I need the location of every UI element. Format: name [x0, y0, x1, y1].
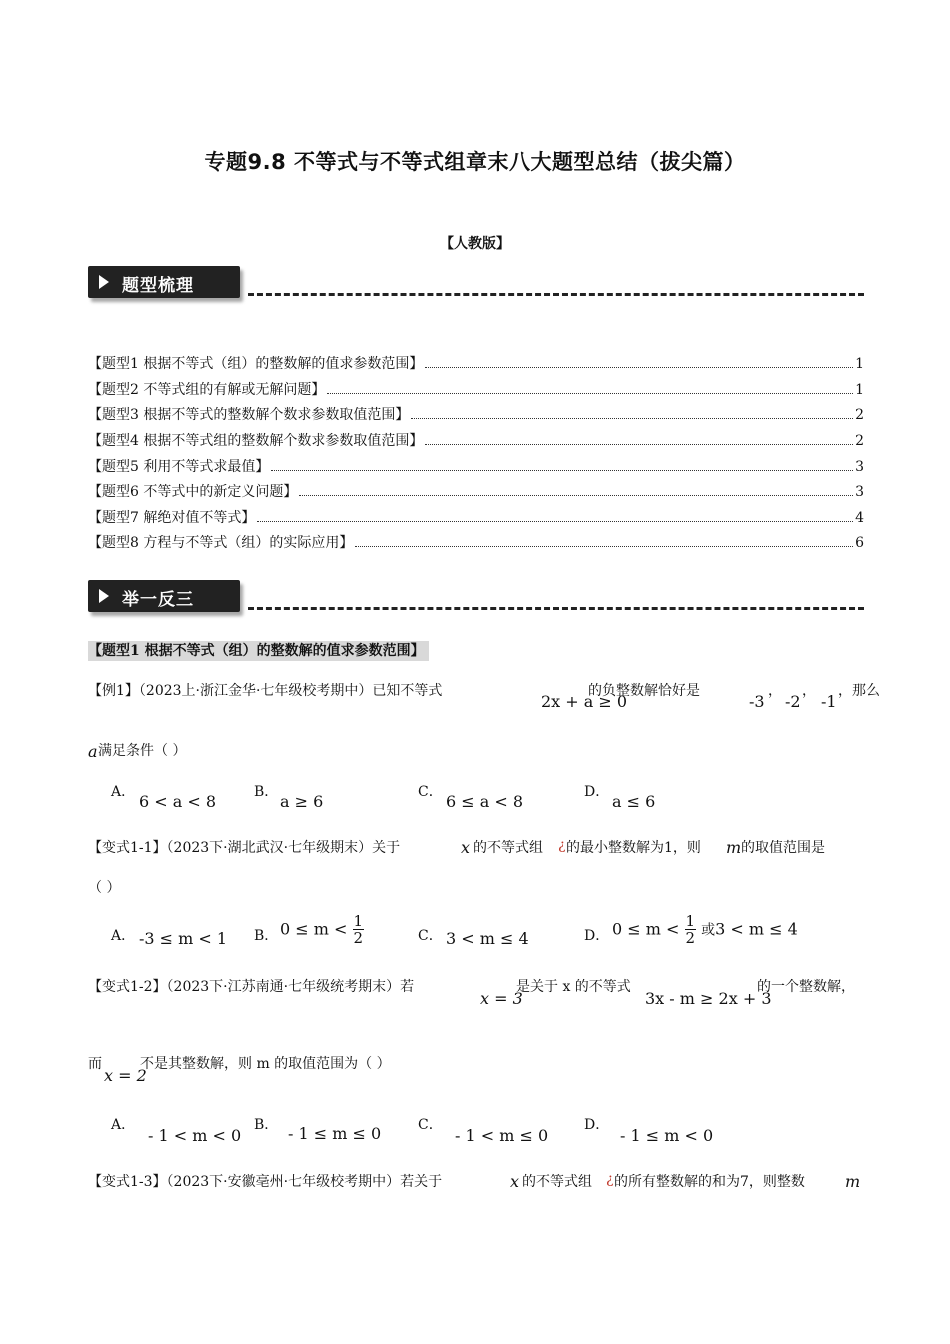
variant11-glyph: ¿: [558, 837, 566, 853]
variant12-lead: 【变式1-2】（2023下·江苏南通·七年级统考期末）若: [88, 979, 415, 995]
variant12-line2-pre: 而: [88, 1056, 102, 1072]
variant13-lead: 【变式1-3】（2023下·安徽亳州·七年级校考期中）若关于: [88, 1174, 443, 1190]
variant11-tail: 的取值范围是: [741, 840, 825, 856]
example1-tail: ，那么: [838, 683, 880, 699]
toc-item-label: 【题型5 利用不等式求最值】: [88, 459, 270, 475]
toc-page-number: 3: [855, 459, 864, 475]
toc-item-label: 【题型3 根据不等式的整数解个数求参数取值范围】: [88, 407, 410, 423]
example1-question: 满足条件（ ）: [98, 743, 187, 759]
fraction-denominator: 2: [353, 929, 364, 947]
edition-label: 【人教版】: [440, 236, 510, 252]
option-math[interactable]: a ≤ 6: [612, 792, 656, 811]
option-label[interactable]: C．: [418, 928, 443, 944]
toc-leader: [411, 406, 853, 419]
option-label[interactable]: C．: [418, 1117, 443, 1133]
option-label[interactable]: B．: [254, 784, 279, 800]
toc-leader: [257, 509, 853, 522]
option-math-text: 0 ≤ m <: [280, 919, 348, 939]
toc-item-label: 【题型7 解绝对值不等式】: [88, 510, 256, 526]
section-heading: 【题型1 根据不等式（组）的整数解的值求参数范围】: [88, 641, 429, 661]
toc-page-number: 4: [855, 510, 864, 526]
toc-leader: [299, 483, 853, 496]
toc-item[interactable]: [88, 532, 864, 552]
option-label[interactable]: A．: [111, 1117, 136, 1133]
example1-lead: 【例1】（2023上·浙江金华·七年级校考期中）已知不等式: [88, 683, 443, 699]
banner-tab: [88, 580, 240, 612]
option-math[interactable]: 6 < a < 8: [139, 792, 217, 811]
option-math[interactable]: [280, 914, 364, 946]
toc-page-number: 3: [855, 484, 864, 500]
toc-page-number: 6: [855, 535, 864, 551]
example1-solution: -1: [821, 692, 837, 711]
banner-overview: [88, 266, 864, 306]
toc-item[interactable]: [88, 404, 864, 424]
variant12-eq1: x = 3: [480, 989, 523, 1008]
toc-item-label: 【题型6 不等式中的新定义问题】: [88, 484, 298, 500]
toc-page-number: 2: [855, 407, 864, 423]
example1-var-a: a: [88, 742, 98, 761]
example1-separator: ，: [802, 683, 816, 699]
toc-leader: [425, 355, 853, 368]
variant12-inequality: 3x - m ≥ 2x + 3: [645, 989, 772, 1008]
example1-inequality: 2x + a ≥ 0: [541, 692, 628, 711]
option-label[interactable]: D．: [584, 928, 610, 944]
option-math[interactable]: a ≥ 6: [280, 792, 324, 811]
variant11-var-x: x: [461, 838, 471, 857]
variant13-var-x: x: [510, 1172, 520, 1191]
toc-item-label: 【题型2 不等式组的有解或无解问题】: [88, 382, 326, 398]
option-label[interactable]: C．: [418, 784, 443, 800]
option-math[interactable]: - 1 ≤ m ≤ 0: [288, 1124, 382, 1143]
example1-mid: 的负整数解恰好是: [588, 683, 700, 699]
toc-item[interactable]: [88, 379, 864, 399]
option-label[interactable]: B．: [254, 928, 279, 944]
option-label[interactable]: A．: [111, 928, 136, 944]
variant11-paren: （ ）: [88, 880, 121, 896]
option-label[interactable]: A．: [111, 784, 136, 800]
option-label[interactable]: D．: [584, 1117, 610, 1133]
option-math[interactable]: - 1 ≤ m < 0: [620, 1126, 714, 1145]
option-math[interactable]: [612, 914, 798, 946]
banner-tab: [88, 266, 240, 298]
toc-leader: [327, 381, 853, 394]
toc-item[interactable]: [88, 456, 864, 476]
fraction-numerator: 1: [685, 912, 696, 930]
example1-solution: -3: [749, 692, 765, 711]
option-math[interactable]: - 1 < m ≤ 0: [455, 1126, 549, 1145]
dashed-divider: [248, 607, 864, 610]
example1-solution: -2: [785, 692, 801, 711]
toc-page-number: 1: [855, 382, 864, 398]
toc-page-number: 2: [855, 433, 864, 449]
toc-item[interactable]: [88, 430, 864, 450]
variant13-var-m: m: [845, 1172, 861, 1191]
option-label[interactable]: B．: [254, 1117, 279, 1133]
toc-item[interactable]: [88, 507, 864, 527]
option-label[interactable]: D．: [584, 784, 610, 800]
option-math[interactable]: 3 < m ≤ 4: [446, 929, 529, 948]
variant12-question: 不是其整数解，则 m 的取值范围为（ ）: [140, 1056, 391, 1072]
option-math-text: 0 ≤ m <: [612, 919, 680, 939]
play-arrow-icon: [99, 275, 109, 289]
variant11-lead: 【变式1-1】（2023下·湖北武汉·七年级期末）关于: [88, 840, 401, 856]
toc-item[interactable]: [88, 353, 864, 373]
toc-leader: [355, 534, 853, 547]
variant12-mid: 是关于 x 的不等式: [516, 979, 631, 995]
fraction: [353, 914, 365, 946]
variant13-glyph: ¿: [606, 1171, 614, 1187]
variant12-eq2: x = 2: [104, 1066, 147, 1085]
variant11-mid2: 的最小整数解为1，则: [566, 840, 701, 856]
variant11-mid: 的不等式组: [473, 840, 543, 856]
variant13-mid: 的不等式组: [522, 1174, 592, 1190]
fraction-denominator: 2: [685, 929, 696, 947]
fraction: [685, 914, 697, 946]
page-title: 专题9.8 不等式与不等式组章末八大题型总结（拔尖篇）: [204, 150, 746, 174]
option-or: 或: [701, 922, 716, 939]
variant13-tail: 的所有整数解的和为7，则整数: [614, 1174, 805, 1190]
dashed-divider: [248, 293, 864, 296]
fraction-numerator: 1: [353, 912, 364, 930]
banner-label: 题型梳理: [122, 276, 194, 296]
option-math-text: 3 < m ≤ 4: [715, 919, 798, 939]
toc-item-label: 【题型1 根据不等式（组）的整数解的值求参数范围】: [88, 356, 424, 372]
option-math[interactable]: -3 ≤ m < 1: [139, 929, 228, 948]
banner-label: 举一反三: [122, 590, 194, 610]
example1-separator: ，: [768, 683, 782, 699]
variant11-var-m: m: [726, 838, 742, 857]
toc-item-label: 【题型8 方程与不等式（组）的实际应用】: [88, 535, 354, 551]
option-math[interactable]: 6 ≤ a < 8: [446, 792, 524, 811]
variant12-tail: 的一个整数解，: [757, 979, 855, 995]
toc-item-label: 【题型4 根据不等式组的整数解个数求参数取值范围】: [88, 433, 424, 449]
banner-examples: [88, 580, 864, 620]
option-math[interactable]: - 1 < m < 0: [148, 1126, 242, 1145]
toc-item[interactable]: [88, 481, 864, 501]
toc-page-number: 1: [855, 356, 864, 372]
toc-leader: [425, 432, 853, 445]
play-arrow-icon: [99, 589, 109, 603]
toc-leader: [271, 458, 853, 471]
